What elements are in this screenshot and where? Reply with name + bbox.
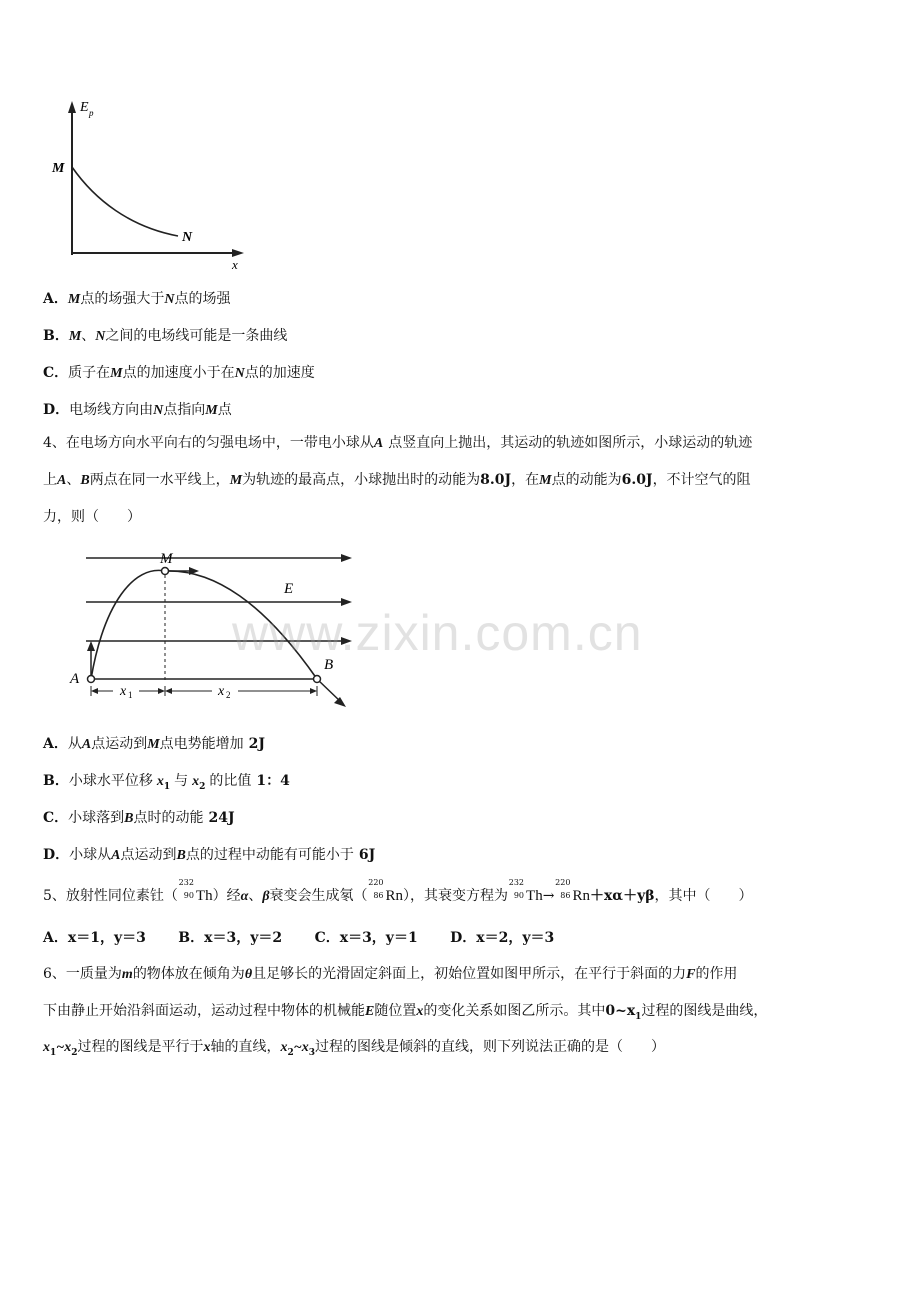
option-text: A bbox=[111, 848, 121, 863]
q3-option-b[interactable] bbox=[43, 325, 287, 348]
option-text: M bbox=[67, 292, 81, 307]
option-text: M bbox=[110, 366, 123, 381]
equation-thorium: 232 90 Th bbox=[508, 878, 543, 904]
q4-option-c[interactable] bbox=[43, 807, 235, 830]
option-text: 点的加速度 bbox=[244, 365, 315, 381]
q5-option-d[interactable]: D．x＝2，y＝3 bbox=[450, 930, 555, 946]
point-m-label: M bbox=[52, 161, 65, 176]
option-text: M bbox=[205, 403, 218, 418]
y-axis-label: E bbox=[80, 100, 89, 115]
q5-options bbox=[43, 927, 582, 949]
option-letter: D． bbox=[43, 402, 70, 418]
option-letter: D． bbox=[43, 847, 70, 863]
option-text: 1：4 bbox=[256, 773, 290, 789]
point-a bbox=[88, 676, 95, 683]
option-letter: C． bbox=[43, 810, 69, 826]
option-text: 点 bbox=[217, 402, 232, 418]
x-axis-label: x bbox=[232, 257, 238, 272]
option-text: M bbox=[147, 737, 160, 752]
q4-option-d[interactable] bbox=[43, 844, 375, 867]
label-b: B bbox=[324, 657, 334, 673]
option-text: 2J bbox=[248, 736, 266, 752]
option-letter: B． bbox=[43, 328, 69, 344]
equation-radon: 220 86 Rn bbox=[555, 878, 590, 904]
x1-dim-arrow-left bbox=[91, 688, 98, 694]
option-letter: C． bbox=[43, 365, 69, 381]
option-text: 点的加速度小于在 bbox=[122, 365, 235, 381]
point-n-label: N bbox=[182, 230, 193, 245]
q6-stem-line2: 下由静止开始沿斜面运动，运动过程中物体的机械能E随位置x的变化关系如图乙所示。其中$0\sim x_1$过程的图线是曲线， bbox=[43, 1003, 768, 1022]
thorium-nuclide: 232 90 Th bbox=[178, 878, 213, 904]
q4-option-b[interactable] bbox=[43, 770, 290, 798]
q6-stem-line1: 6、一质量为m的物体放在倾角为θ且足够长的光滑固定斜面上，初始位置如图甲所示，在平行于斜面的力F的作用 bbox=[43, 966, 738, 982]
q4-option-a[interactable] bbox=[43, 733, 265, 756]
q3-option-a[interactable] bbox=[43, 288, 230, 311]
option-text: 点的过程中动能有可能小于 bbox=[185, 847, 354, 863]
option-text: 、 bbox=[81, 328, 96, 344]
option-text: 点的场强 bbox=[174, 291, 231, 307]
option-text: 与 bbox=[174, 773, 189, 789]
option-text: 小球水平位移 bbox=[68, 773, 153, 789]
option-letter: B． bbox=[43, 773, 69, 789]
label-e: E bbox=[284, 581, 294, 597]
q5-option-c[interactable]: C．x＝3，y＝1 bbox=[314, 930, 418, 946]
y-axis-arrow bbox=[68, 101, 76, 113]
point-m bbox=[162, 568, 169, 575]
option-text: 小球从 bbox=[69, 847, 112, 863]
q4-stem-line2: 上A、B两点在同一水平线上，M为轨迹的最高点，小球抛出时的动能为8.0J，在M点的动能为6.0J，不计空气的阻 bbox=[43, 472, 751, 488]
option-text: $x_1$ bbox=[156, 774, 171, 792]
option-text: 点运动到 bbox=[91, 736, 148, 752]
q4-stem-line1: 4、在电场方向水平向右的匀强电场中，一带电小球从A 点竖直向上抛出，其运动的轨迹如图所示，小球运动的轨迹 bbox=[43, 435, 753, 451]
label-x1: x bbox=[120, 684, 127, 699]
point-b bbox=[314, 676, 321, 683]
label-x2: x bbox=[218, 684, 225, 699]
option-text: N bbox=[234, 366, 245, 381]
option-text: 点的场强大于 bbox=[80, 291, 165, 307]
x2-dim-arrow-left bbox=[165, 688, 172, 694]
option-text: N bbox=[164, 292, 175, 307]
q4-stem-line3: 力，则（ ） bbox=[43, 509, 141, 525]
option-text: B bbox=[124, 811, 134, 826]
option-text: 点电势能增加 bbox=[159, 736, 244, 752]
option-text: 小球落到 bbox=[68, 810, 125, 826]
option-letter: A． bbox=[43, 736, 68, 752]
x-axis-arrow bbox=[232, 249, 244, 257]
label-m: M bbox=[160, 551, 173, 567]
option-text: 点时的动能 bbox=[133, 810, 204, 826]
field-line-arrow bbox=[341, 554, 352, 562]
label-a: A bbox=[70, 671, 80, 687]
q5-option-a[interactable]: A．x＝1，y＝3 bbox=[43, 930, 146, 946]
option-text: $x_2$ bbox=[192, 774, 206, 792]
option-text: 从 bbox=[67, 736, 82, 752]
q3-option-d[interactable] bbox=[43, 399, 232, 422]
label-x1-sub: 1 bbox=[128, 690, 133, 700]
option-text: N bbox=[95, 329, 106, 344]
option-text: 质子在 bbox=[68, 365, 111, 381]
y-axis-label-sub: p bbox=[89, 108, 94, 118]
watermark: www.zixin.com.cn bbox=[232, 605, 643, 661]
ep-curve bbox=[72, 167, 178, 236]
q5-stem: 5、放射性同位素钍（ 232 90 Th）经α、β衰变会生成氡（ 220 86 Rn），其衰变方程为 232 90 Th→ 220 86 Rn＋xα＋yβ，其中（ ） bbox=[43, 883, 753, 910]
option-text: 24J bbox=[208, 810, 235, 826]
option-text: 点运动到 bbox=[120, 847, 177, 863]
option-text: 点指向 bbox=[163, 402, 206, 418]
x1-dim-arrow-right bbox=[158, 688, 165, 694]
option-text: N bbox=[153, 403, 164, 418]
radon-nuclide: 220 86 Rn bbox=[368, 878, 404, 904]
q6-stem-line3: $x_1\sim x_2$过程的图线是平行于x轴的直线，$x_2\sim x_3$过程的图线是倾斜的直线，则下列说法正确的是（ ） bbox=[43, 1039, 666, 1058]
x2-dim-arrow-right bbox=[310, 688, 317, 694]
option-text: M bbox=[68, 329, 82, 344]
option-text: 的比值 bbox=[209, 773, 252, 789]
option-text: 6J bbox=[358, 847, 376, 863]
exit-arrowhead bbox=[334, 697, 346, 707]
option-text: A bbox=[81, 737, 92, 752]
launch-velocity-arrowhead bbox=[87, 641, 95, 651]
potential-energy-graph bbox=[40, 95, 260, 280]
option-text: B bbox=[176, 848, 186, 863]
q5-option-b[interactable]: B．x＝3，y＝2 bbox=[178, 930, 283, 946]
q3-option-c[interactable] bbox=[43, 362, 315, 385]
option-letter: A． bbox=[43, 291, 68, 307]
option-text: 电场线方向由 bbox=[69, 402, 154, 418]
option-text: 之间的电场线可能是一条曲线 bbox=[105, 328, 288, 344]
label-x2-sub: 2 bbox=[226, 690, 231, 700]
